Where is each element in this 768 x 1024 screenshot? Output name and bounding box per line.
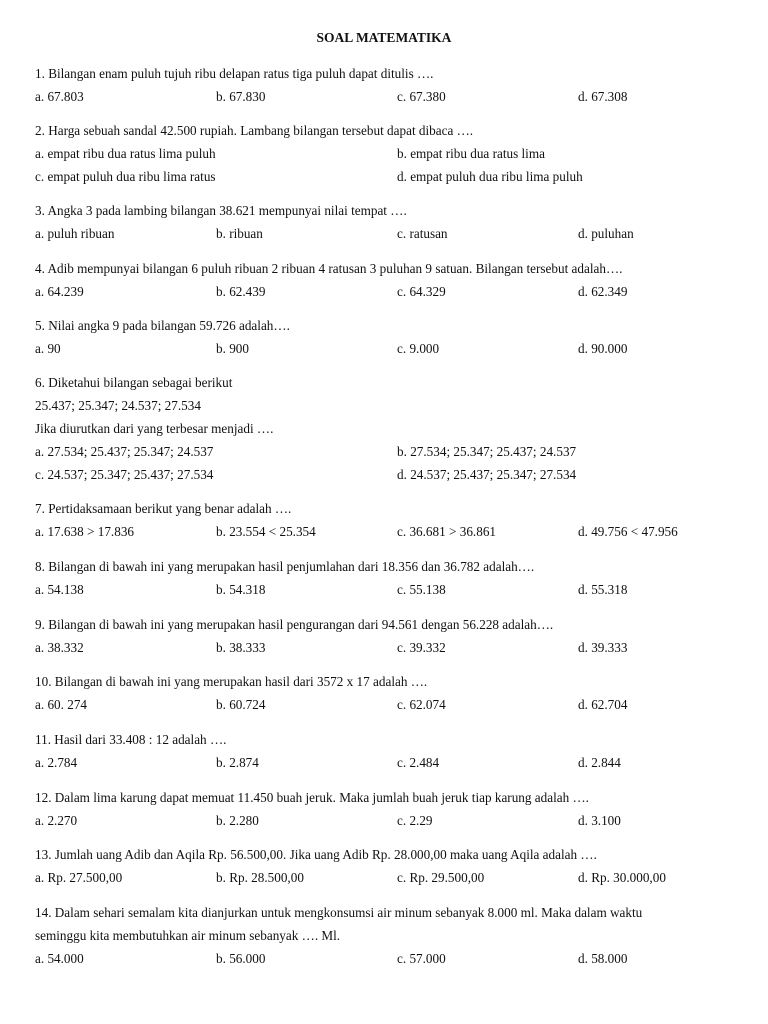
question-2-option-c: c. empat puluh dua ribu lima ratus bbox=[35, 169, 216, 184]
question-11-option-a: a. 2.784 bbox=[35, 755, 78, 770]
question-10-option-b: b. 60.724 bbox=[216, 697, 266, 712]
question-4-option-b: b. 62.439 bbox=[216, 284, 266, 299]
question-9-option-a: a. 38.332 bbox=[35, 640, 84, 655]
question-12-text: 12. Dalam lima karung dapat memuat 11.450 buah jeruk. Maka jumlah buah jeruk tiap karung adalah …. bbox=[35, 790, 589, 805]
question-4-option-d: d. 62.349 bbox=[578, 284, 628, 299]
question-1-option-b: b. 67.830 bbox=[216, 89, 266, 104]
question-14-option-c: c. 57.000 bbox=[397, 951, 446, 966]
question-11-option-c: c. 2.484 bbox=[397, 755, 440, 770]
question-13-text: 13. Jumlah uang Adib dan Aqila Rp. 56.500,00. Jika uang Adib Rp. 28.000,00 maka uang Aqila adalah …. bbox=[35, 847, 597, 862]
question-6-option-d: d. 24.537; 25.437; 25.347; 27.534 bbox=[397, 467, 577, 482]
question-2-option-a: a. empat ribu dua ratus lima puluh bbox=[35, 146, 216, 161]
question-10-text: 10. Bilangan di bawah ini yang merupakan hasil dari 3572 x 17 adalah …. bbox=[35, 674, 428, 689]
question-8-option-c: c. 55.138 bbox=[397, 582, 446, 597]
question-1-option-d: d. 67.308 bbox=[578, 89, 628, 104]
question-8-option-a: a. 54.138 bbox=[35, 582, 84, 597]
question-1-option-c: c. 67.380 bbox=[397, 89, 446, 104]
question-13-option-c: c. Rp. 29.500,00 bbox=[397, 870, 485, 885]
question-14-option-a: a. 54.000 bbox=[35, 951, 84, 966]
question-14-option-b: b. 56.000 bbox=[216, 951, 266, 966]
question-13-option-b: b. Rp. 28.500,00 bbox=[216, 870, 304, 885]
question-6-text: 6. Diketahui bilangan sebagai berikut bbox=[35, 375, 233, 390]
question-13-option-d: d. Rp. 30.000,00 bbox=[578, 870, 666, 885]
question-12-option-c: c. 2.29 bbox=[397, 813, 433, 828]
question-14-text-continued: seminggu kita membutuhkan air minum sebanyak …. Ml. bbox=[35, 928, 341, 943]
question-11-text: 11. Hasil dari 33.408 : 12 adalah …. bbox=[35, 732, 227, 747]
question-2-text: 2. Harga sebuah sandal 42.500 rupiah. Lambang bilangan tersebut dapat dibaca …. bbox=[35, 123, 474, 138]
question-8-option-d: d. 55.318 bbox=[578, 582, 628, 597]
question-9-option-b: b. 38.333 bbox=[216, 640, 266, 655]
question-6-option-b: b. 27.534; 25.347; 25.437; 24.537 bbox=[397, 444, 577, 459]
question-12-option-b: b. 2.280 bbox=[216, 813, 259, 828]
question-8-text: 8. Bilangan di bawah ini yang merupakan hasil penjumlahan dari 18.356 dan 36.782 adalah…. bbox=[35, 559, 535, 574]
question-6-option-c: c. 24.537; 25.347; 25.437; 27.534 bbox=[35, 467, 214, 482]
question-7-option-c: c. 36.681 > 36.861 bbox=[397, 524, 497, 539]
question-11-option-b: b. 2.874 bbox=[216, 755, 259, 770]
question-14-option-d: d. 58.000 bbox=[578, 951, 628, 966]
question-12-option-d: d. 3.100 bbox=[578, 813, 621, 828]
question-6-number-list: 25.437; 25.347; 24.537; 27.534 bbox=[35, 398, 201, 413]
question-7-option-b: b. 23.554 < 25.354 bbox=[216, 524, 316, 539]
question-10-option-a: a. 60. 274 bbox=[35, 697, 88, 712]
question-2-option-b: b. empat ribu dua ratus lima bbox=[397, 146, 545, 161]
question-3-option-d: d. puluhan bbox=[578, 226, 634, 241]
question-3-option-a: a. puluh ribuan bbox=[35, 226, 115, 241]
question-11-option-d: d. 2.844 bbox=[578, 755, 621, 770]
question-9-text: 9. Bilangan di bawah ini yang merupakan hasil pengurangan dari 94.561 dengan 56.228 adalah…. bbox=[35, 617, 554, 632]
question-4-text: 4. Adib mempunyai bilangan 6 puluh ribuan 2 ribuan 4 ratusan 3 puluhan 9 satuan. Bilangan tersebut adalah…. bbox=[35, 261, 623, 276]
question-1-option-a: a. 67.803 bbox=[35, 89, 84, 104]
question-5-option-d: d. 90.000 bbox=[578, 341, 628, 356]
question-9-option-d: d. 39.333 bbox=[578, 640, 628, 655]
question-14-text: 14. Dalam sehari semalam kita dianjurkan untuk mengkonsumsi air minum sebanyak 8.000 ml. Maka dalam waktu bbox=[35, 905, 643, 920]
question-7-option-a: a. 17.638 > 17.836 bbox=[35, 524, 135, 539]
question-4-option-c: c. 64.329 bbox=[397, 284, 446, 299]
question-9-option-c: c. 39.332 bbox=[397, 640, 446, 655]
question-5-option-a: a. 90 bbox=[35, 341, 61, 356]
question-8-option-b: b. 54.318 bbox=[216, 582, 266, 597]
question-13-option-a: a. Rp. 27.500,00 bbox=[35, 870, 123, 885]
question-10-option-d: d. 62.704 bbox=[578, 697, 628, 712]
question-3-option-b: b. ribuan bbox=[216, 226, 263, 241]
page-title: SOAL MATEMATIKA bbox=[316, 30, 452, 45]
question-6-prompt: Jika diurutkan dari yang terbesar menjadi …. bbox=[35, 421, 274, 436]
question-2-option-d: d. empat puluh dua ribu lima puluh bbox=[397, 169, 583, 184]
question-3-text: 3. Angka 3 pada lambing bilangan 38.621 mempunyai nilai tempat …. bbox=[35, 203, 407, 218]
question-3-option-c: c. ratusan bbox=[397, 226, 448, 241]
question-6-option-a: a. 27.534; 25.437; 25.347; 24.537 bbox=[35, 444, 214, 459]
question-1-text: 1. Bilangan enam puluh tujuh ribu delapan ratus tiga puluh dapat ditulis …. bbox=[35, 66, 434, 81]
question-5-option-c: c. 9.000 bbox=[397, 341, 440, 356]
question-10-option-c: c. 62.074 bbox=[397, 697, 446, 712]
question-5-option-b: b. 900 bbox=[216, 341, 249, 356]
question-4-option-a: a. 64.239 bbox=[35, 284, 84, 299]
question-12-option-a: a. 2.270 bbox=[35, 813, 78, 828]
question-7-text: 7. Pertidaksamaan berikut yang benar adalah …. bbox=[35, 501, 292, 516]
question-7-option-d: d. 49.756 < 47.956 bbox=[578, 524, 678, 539]
question-5-text: 5. Nilai angka 9 pada bilangan 59.726 adalah…. bbox=[35, 318, 290, 333]
